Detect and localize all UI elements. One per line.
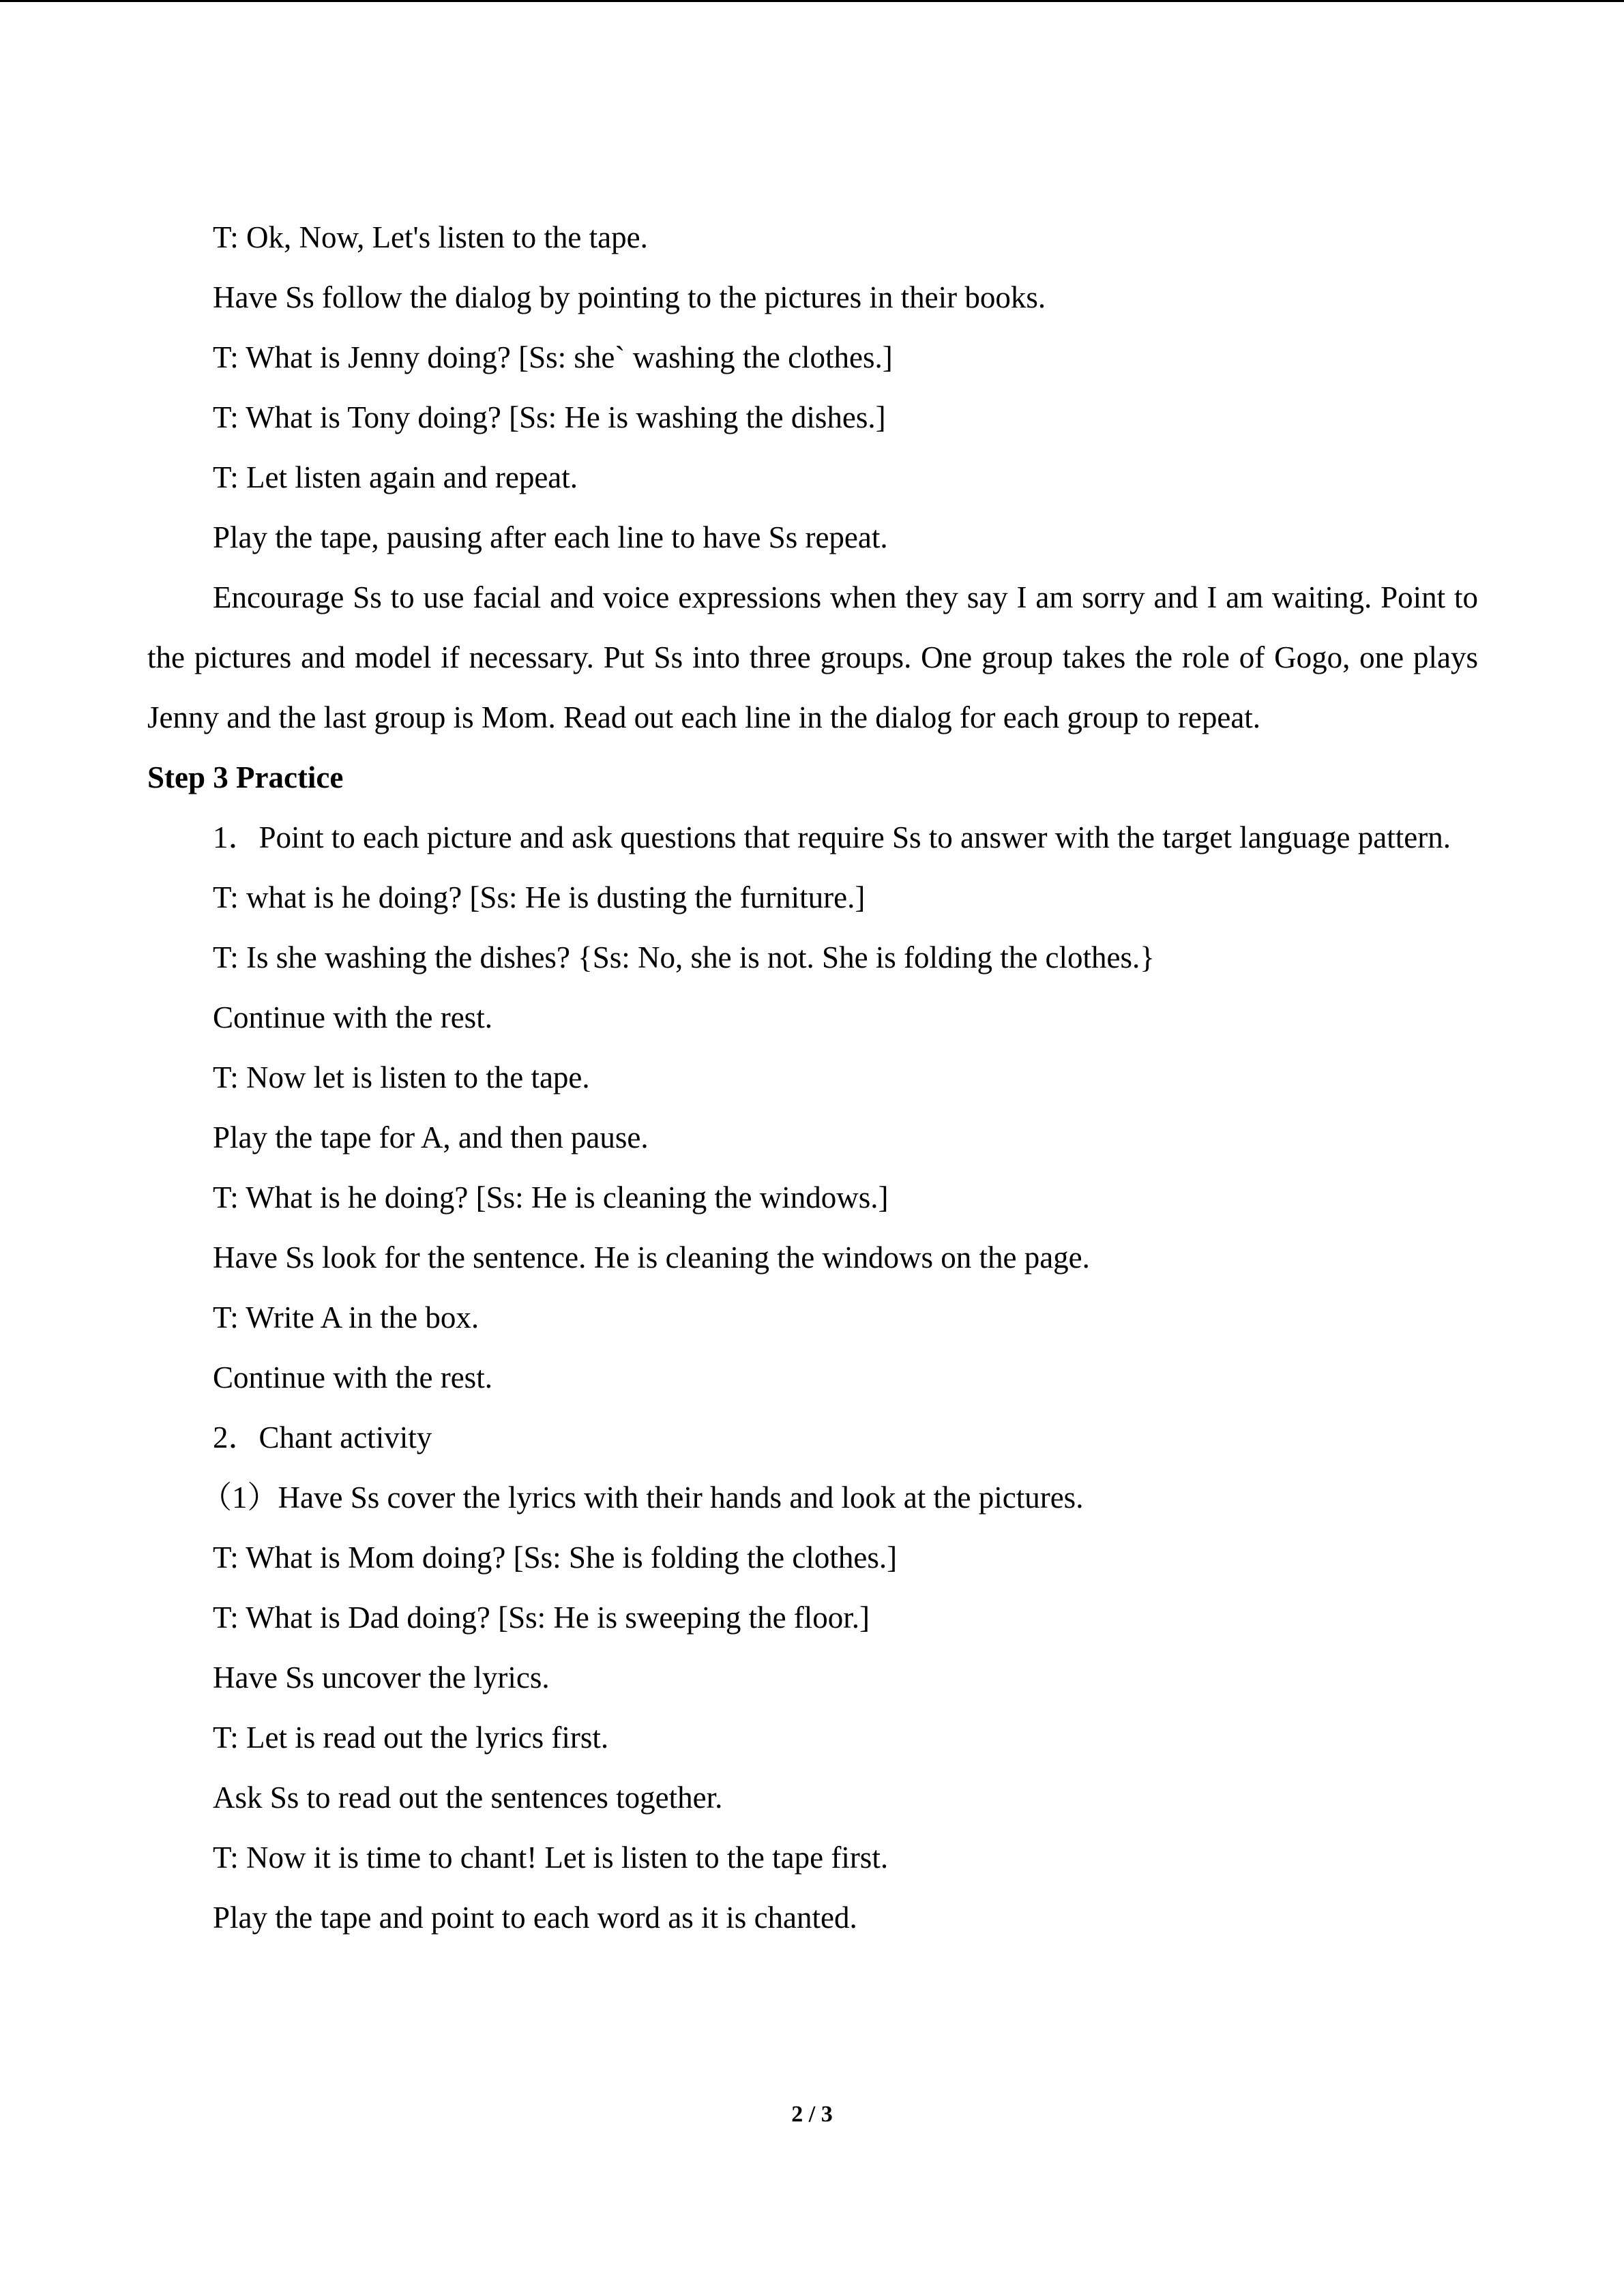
instruction-paragraph: Encourage Ss to use facial and voice expressions when they say I am sorry and I am waiting. Point to the pictures and model if necessary. Put Ss into three groups. One group takes the role of Gogo, one plays Jenny and the last group is Mom. Read out each line in the dialog for each group to repeat. bbox=[147, 580, 1478, 734]
dialog-line: T: What is Mom doing? [Ss: She is folding the clothes.] bbox=[213, 1540, 898, 1575]
dialog-line: T: What is he doing? [Ss: He is cleaning the windows.] bbox=[213, 1180, 889, 1214]
dialog-line: T: What is Tony doing? [Ss: He is washing the dishes.] bbox=[213, 400, 886, 434]
section-heading: Step 3 Practice bbox=[147, 760, 344, 794]
dialog-line: T: Write A in the box. bbox=[213, 1300, 479, 1335]
instruction-line: Play the tape and point to each word as it is chanted. bbox=[213, 1900, 857, 1935]
instruction-line: Ask Ss to read out the sentences together. bbox=[213, 1780, 723, 1815]
instruction-line: Play the tape for A, and then pause. bbox=[213, 1120, 649, 1154]
sub-item: （1）Have Ss cover the lyrics with their hands and look at the pictures. bbox=[201, 1480, 1084, 1515]
instruction-line: Continue with the rest. bbox=[213, 1000, 492, 1034]
document-body bbox=[147, 207, 1478, 1948]
top-border-rule bbox=[0, 0, 1624, 2]
instruction-line: Have Ss look for the sentence. He is cleaning the windows on the page. bbox=[213, 1240, 1090, 1274]
dialog-line: T: Is she washing the dishes? {Ss: No, she is not. She is folding the clothes.} bbox=[213, 940, 1155, 974]
dialog-line: T: Let listen again and repeat. bbox=[213, 460, 578, 494]
numbered-item: 2．Chant activity bbox=[213, 1420, 432, 1455]
dialog-line: T: Now let is listen to the tape. bbox=[213, 1060, 590, 1094]
dialog-line: T: what is he doing? [Ss: He is dusting the furniture.] bbox=[213, 880, 866, 914]
instruction-line: Continue with the rest. bbox=[213, 1360, 492, 1395]
dialog-line: T: Now it is time to chant! Let is listen to the tape first. bbox=[213, 1840, 889, 1875]
dialog-line: T: What is Dad doing? [Ss: He is sweeping the floor.] bbox=[213, 1600, 870, 1635]
instruction-line: Play the tape, pausing after each line to have Ss repeat. bbox=[213, 520, 888, 554]
dialog-line: T: Let is read out the lyrics first. bbox=[213, 1720, 609, 1755]
instruction-line: Have Ss follow the dialog by pointing to the pictures in their books. bbox=[213, 280, 1046, 314]
dialog-line: T: What is Jenny doing? [Ss: she` washing the clothes.] bbox=[213, 340, 893, 374]
dialog-line: T: Ok, Now, Let's listen to the tape. bbox=[213, 220, 648, 254]
numbered-item: 1．Point to each picture and ask questions that require Ss to answer with the target language pattern. bbox=[213, 820, 1451, 854]
instruction-line: Have Ss uncover the lyrics. bbox=[213, 1660, 550, 1695]
page-number: 2 / 3 bbox=[791, 2102, 833, 2127]
